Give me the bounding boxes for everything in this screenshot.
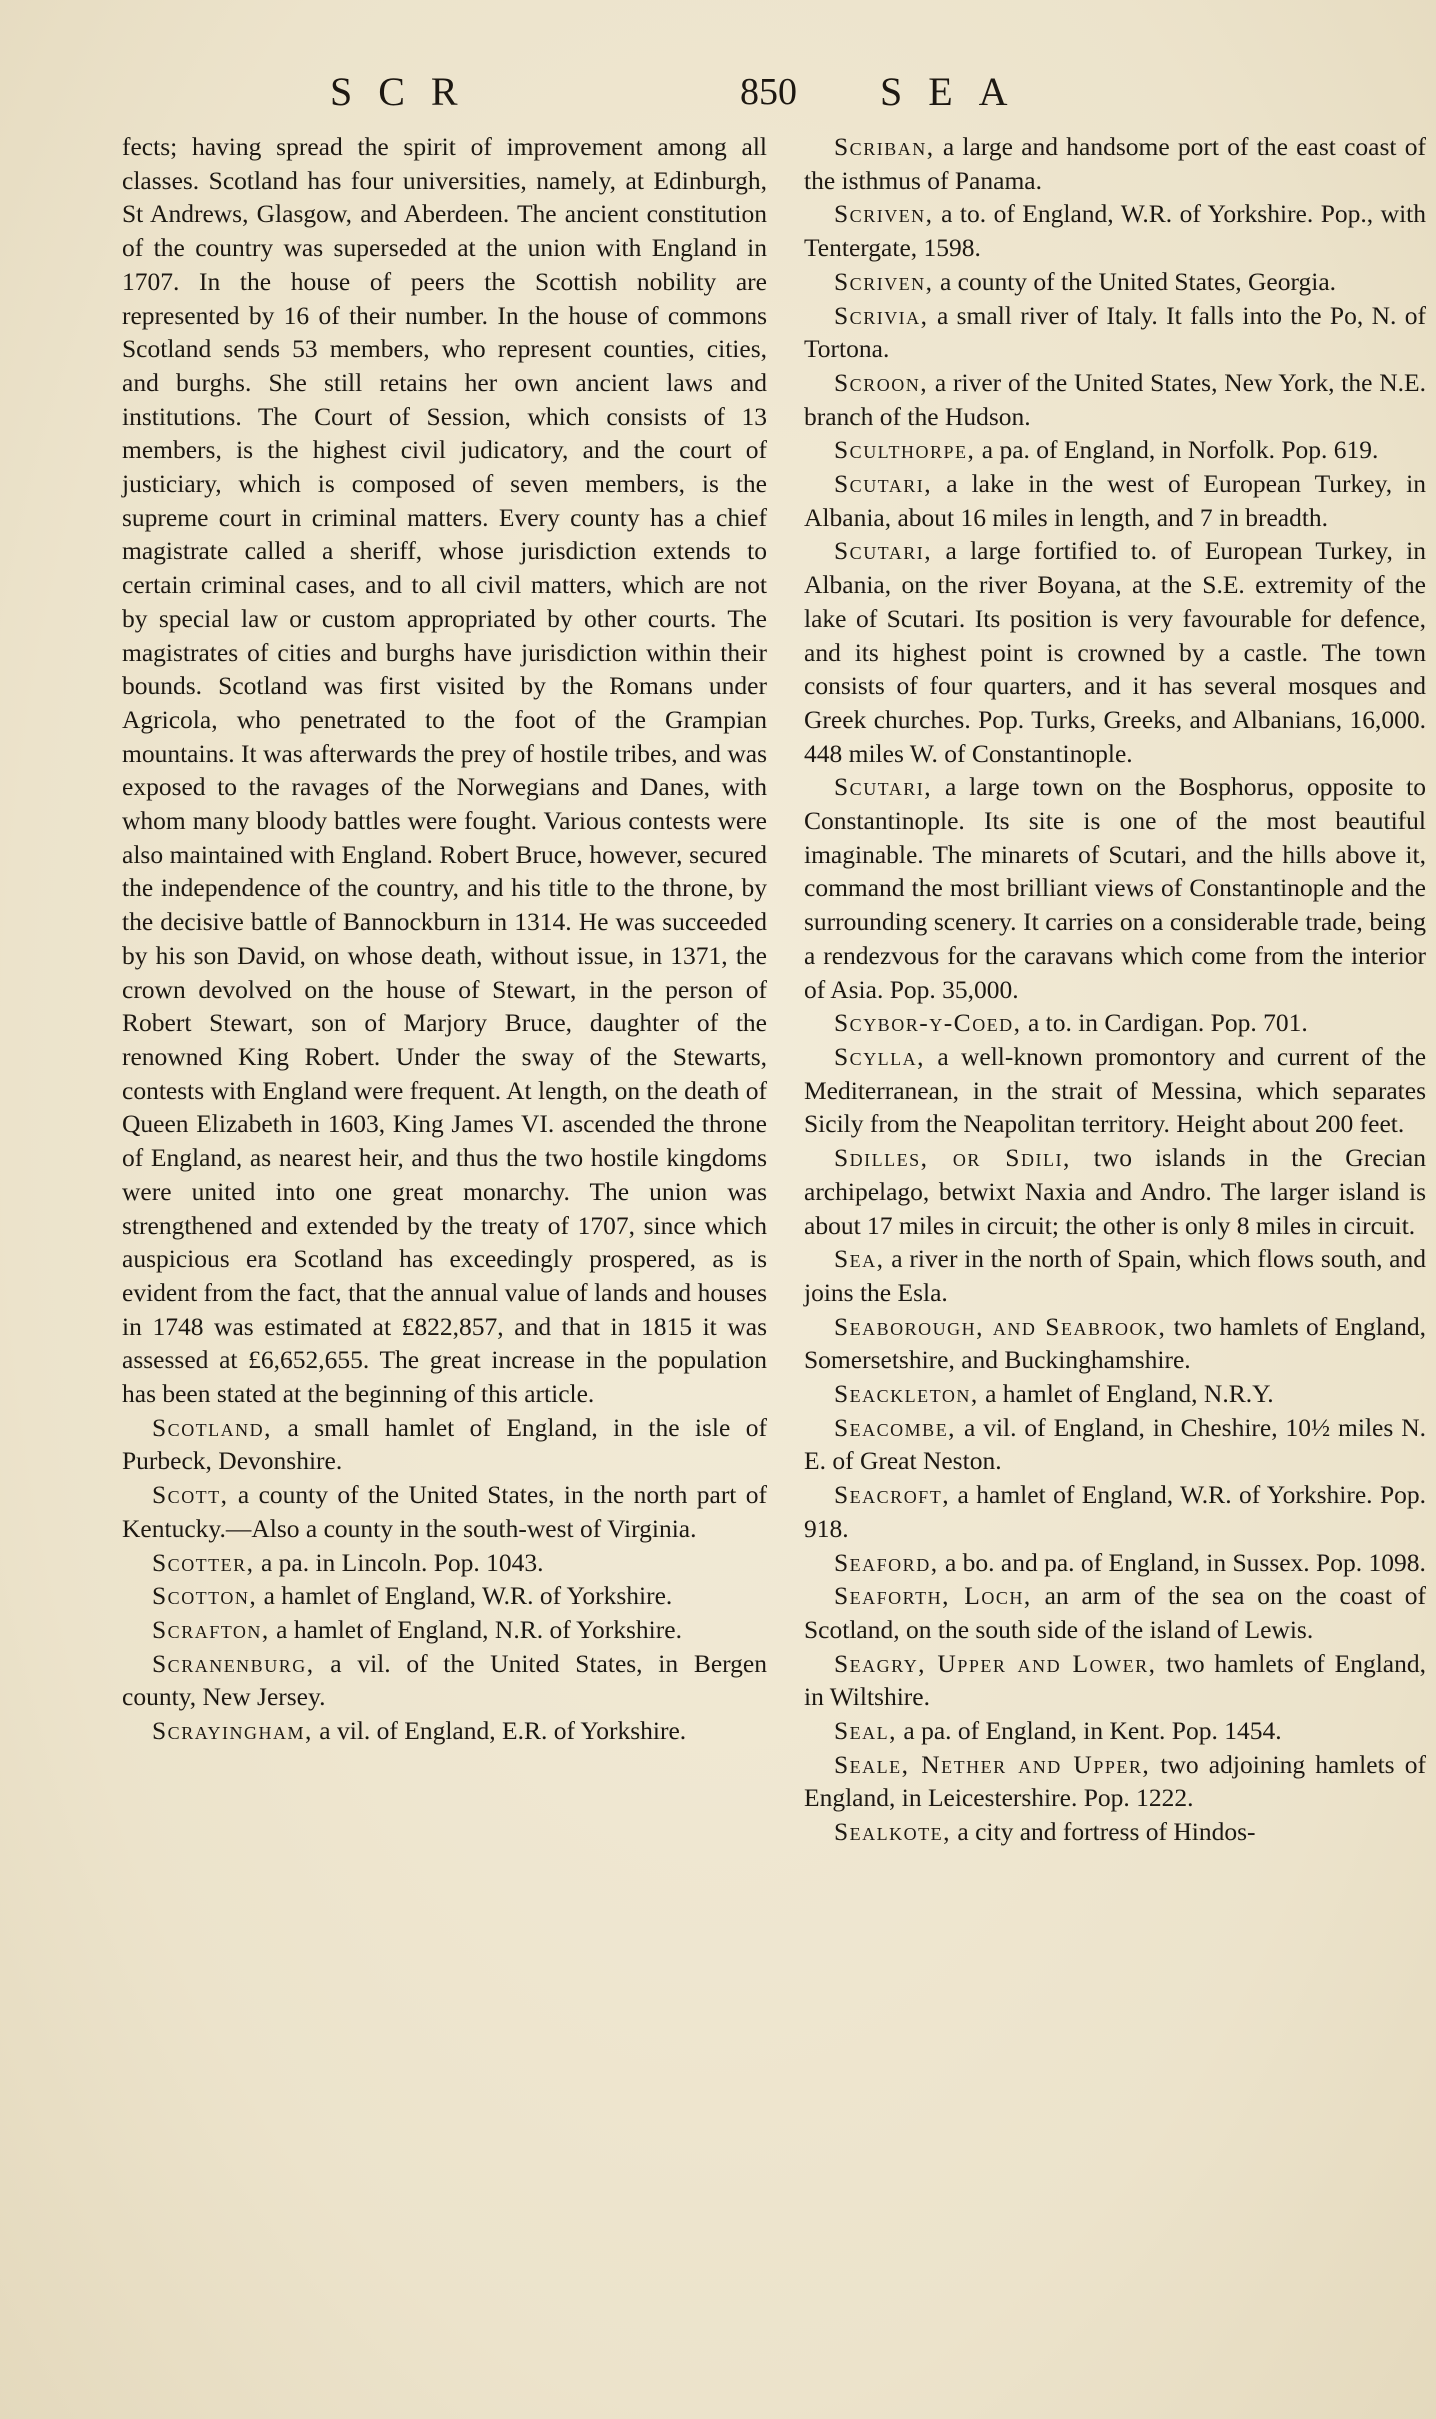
entry	[804, 1579, 1426, 1646]
entry	[804, 1647, 1426, 1714]
entry	[804, 1815, 1426, 1849]
entry-text: a city and fortress of Hindos-	[957, 1817, 1256, 1847]
entry-text: a pa. of England, in Norfolk. Pop. 619.	[981, 435, 1379, 465]
entry-headword: Scrivia,	[834, 300, 929, 330]
entry	[122, 1478, 767, 1545]
entry-text: a lake in the west of European Turkey, in Albania, about 16 miles in length, and 7 in breadth.	[804, 469, 1426, 532]
entry-headword: Scotter,	[152, 1547, 255, 1577]
entry	[804, 1478, 1426, 1545]
entry-text: a large fortified to. of European Turkey, in Albania, on the river Boyana, at the S.E. extremity of the lake of Scutari. Its position is very favourable for defence, and its highest point is crowned by a castle. The town consists of four quarters, and it has several mosques and Greek churches. Pop. Turks, Greeks, and Albanians, 16,000. 448 miles W. of Constantinople.	[804, 536, 1427, 768]
continuation-paragraph: fects; having spread the spirit of improvement among all classes. Scotland has four universities, namely, at Edinburgh, St Andrews, Glasgow, and Aberdeen. The ancient constitution of the country was superseded at the union with England in 1707. In the house of peers the Scottish nobility are represented by 16 of their number. In the house of commons Scotland sends 53 members, who represent counties, cities, and burghs. She still retains her own ancient laws and institutions. The Court of Session, which consists of 13 members, is the highest civil judicatory, and the court of justiciary, which is composed of seven members, is the supreme court in criminal matters. Every county has a chief magistrate called a sheriff, whose jurisdiction extends to certain criminal cases, and to all civil matters, which are not by special law or custom appropriated by other courts. The magistrates of cities and burghs have jurisdiction within their bounds. Scotland was first visited by the Romans under Agricola, who penetrated to the foot of the Grampian mountains. It was afterwards the prey of hostile tribes, and was exposed to the ravages of the Norwegians and Danes, with whom many bloody battles were fought. Various contests were also maintained with England. Robert Bruce, however, secured the independence of the country, and his title to the throne, by the decisive battle of Bannockburn in 1314. He was succeeded by his son David, on whose death, without issue, in 1371, the crown devolved on the house of Stewart, in the person of Robert Stewart, son of Marjory Bruce, daughter of the renowned King Robert. Under the sway of the Stewarts, contests with England were frequent. At length, on the death of Queen Elizabeth in 1603, King James VI. ascended the throne of England, as nearest heir, and thus the two hostile kingdoms were united into one great monarchy. The union was strengthened and extended by the treaty of 1707, since which auspicious era Scotland has exceedingly prospered, as is evident from the fact, that the annual value of lands and houses in 1748 was estimated at £822,857, and that in 1815 it was assessed at £6,652,655. The great increase in the population has been stated at the beginning of this article.	[122, 132, 767, 1409]
entry	[804, 1714, 1426, 1748]
entry	[122, 1546, 767, 1580]
entry	[122, 1714, 767, 1748]
entry-headword: Scriven,	[834, 199, 934, 229]
entry-headword: Seaforth, Loch,	[834, 1581, 1032, 1611]
entry-headword: Seacombe,	[834, 1412, 957, 1442]
entry-headword: Seaborough, and Seabrook,	[834, 1311, 1167, 1341]
entry	[804, 1546, 1426, 1580]
entry-text: a pa. in Lincoln. Pop. 1043.	[260, 1547, 544, 1577]
entry-headword: Scotland,	[152, 1412, 273, 1442]
entry-headword: Seackleton,	[834, 1379, 979, 1409]
entry-headword: Scrayingham,	[152, 1716, 313, 1746]
entry-text: a hamlet of England, N.R.Y.	[985, 1379, 1274, 1409]
entry-headword: Seaford,	[834, 1547, 939, 1577]
entry-headword: Scott,	[152, 1480, 229, 1510]
entry-headword: Scybor-y-Coed,	[834, 1008, 1022, 1038]
entry-text: a river in the north of Spain, which flows south, and joins the Esla.	[804, 1244, 1427, 1307]
entry-text: a vil. of England, in Cheshire, 10½ miles N. E. of Great Neston.	[804, 1412, 1426, 1476]
entry	[804, 433, 1426, 467]
entry-headword: Seal,	[834, 1716, 898, 1746]
entry	[804, 1377, 1426, 1411]
entry	[122, 1613, 767, 1647]
entry-headword: Sculthorpe,	[834, 435, 976, 465]
entry-headword: Sdilles, or Sdili,	[834, 1143, 1071, 1173]
entry-headword: Scotton,	[152, 1581, 258, 1611]
entry-text: a hamlet of England, W.R. of Yorkshire.	[263, 1581, 673, 1611]
entry	[804, 1141, 1426, 1242]
entry-text: a well-known promontory and current of the Mediterranean, in the strait of Messina, which separates Sicily from the Neapolitan territory. Height about 200 feet.	[804, 1041, 1427, 1139]
entry-text: two hamlets of England, Somersetshire, and Buckinghamshire.	[804, 1311, 1426, 1375]
entry-text: an arm of the sea on the coast of Scotland, on the south side of the island of Lewis.	[804, 1581, 1426, 1644]
entry-headword: Seagry, Upper and Lower,	[834, 1648, 1157, 1678]
entry	[804, 1310, 1426, 1377]
entry-headword: Sea,	[834, 1244, 885, 1274]
entry-text: two hamlets of England, in Wiltshire.	[804, 1648, 1426, 1712]
entry-headword: Scranenburg,	[152, 1648, 315, 1678]
entry-text: a hamlet of England, W.R. of Yorkshire. Pop. 918.	[804, 1480, 1427, 1543]
entry	[804, 1006, 1426, 1040]
entry-text: a vil. of England, E.R. of Yorkshire.	[319, 1716, 687, 1746]
entry	[804, 197, 1426, 264]
entry-text: a county of the United States, Georgia.	[939, 266, 1337, 296]
entry-headword: Scroon,	[834, 367, 929, 397]
entry	[804, 1242, 1426, 1309]
running-header	[0, 62, 1436, 122]
entry-text: a river of the United States, New York, the N.E. branch of the Hudson.	[804, 367, 1426, 431]
header-right-guideword: SEA	[880, 69, 1034, 114]
right-column	[804, 130, 1426, 1849]
entry-headword: Seacroft,	[834, 1480, 951, 1510]
entry	[804, 770, 1426, 1006]
entry	[122, 1647, 767, 1714]
entry	[804, 366, 1426, 433]
entry-text: a bo. and pa. of England, in Sussex. Pop. 1098.	[944, 1547, 1426, 1577]
entry	[804, 467, 1426, 534]
entry-headword: Scylla,	[834, 1041, 926, 1071]
entry	[804, 299, 1426, 366]
entry	[122, 1579, 767, 1613]
entry	[804, 534, 1426, 770]
entry-headword: Sealkote,	[834, 1817, 952, 1847]
entry-headword: Scrafton,	[152, 1614, 270, 1644]
entry-headword: Scutari,	[834, 469, 933, 499]
entry-text: two adjoining hamlets of England, in Leicestershire. Pop. 1222.	[804, 1749, 1426, 1813]
entry	[804, 265, 1426, 299]
entry-text: a hamlet of England, N.R. of Yorkshire.	[276, 1614, 682, 1644]
entry-text: a small river of Italy. It falls into the Po, N. of Tortona.	[804, 300, 1427, 364]
entry-headword: Seale, Nether and Upper,	[834, 1749, 1151, 1779]
page-number: 850	[740, 71, 797, 113]
header-left-guideword: SCR	[330, 69, 484, 114]
entry-text: a to. of England, W.R. of Yorkshire. Pop., with Tentergate, 1598.	[804, 199, 1427, 263]
entry-headword: Scutari,	[834, 536, 933, 566]
entry-text: a pa. of England, in Kent. Pop. 1454.	[903, 1716, 1282, 1746]
entry-headword: Scriven,	[834, 266, 934, 296]
entry	[804, 1411, 1426, 1478]
entry	[122, 1411, 767, 1478]
entry-text: a to. in Cardigan. Pop. 701.	[1027, 1008, 1308, 1038]
entry-text: a large town on the Bosphorus, opposite to Constantinople. Its site is one of the most beautiful imaginable. The minarets of Scutari, and the hills above it, command the most brilliant views of Constantinople and the surrounding scenery. It carries on a considerable trade, being a rendezvous for the caravans which come from the interior of Asia. Pop. 35,000.	[804, 772, 1426, 1004]
entry-text: two islands in the Grecian archipelago, betwixt Naxia and Andro. The larger island is about 17 miles in circuit; the other is only 8 miles in circuit.	[804, 1143, 1426, 1240]
entry	[804, 1040, 1426, 1141]
entry	[804, 130, 1426, 197]
entry	[804, 1748, 1426, 1815]
entry-text: a vil. of the United States, in Bergen county, New Jersey.	[122, 1648, 767, 1712]
entry-headword: Scriban,	[834, 132, 935, 161]
entry-text: a large and handsome port of the east coast of the isthmus of Panama.	[804, 132, 1426, 195]
entry-text: a small hamlet of England, in the isle of Purbeck, Devonshire.	[122, 1412, 767, 1476]
left-column	[122, 130, 767, 1748]
entry-text: a county of the United States, in the north part of Kentucky.—Also a county in the south-west of Virginia.	[122, 1480, 767, 1543]
entry-headword: Scutari,	[834, 772, 933, 802]
